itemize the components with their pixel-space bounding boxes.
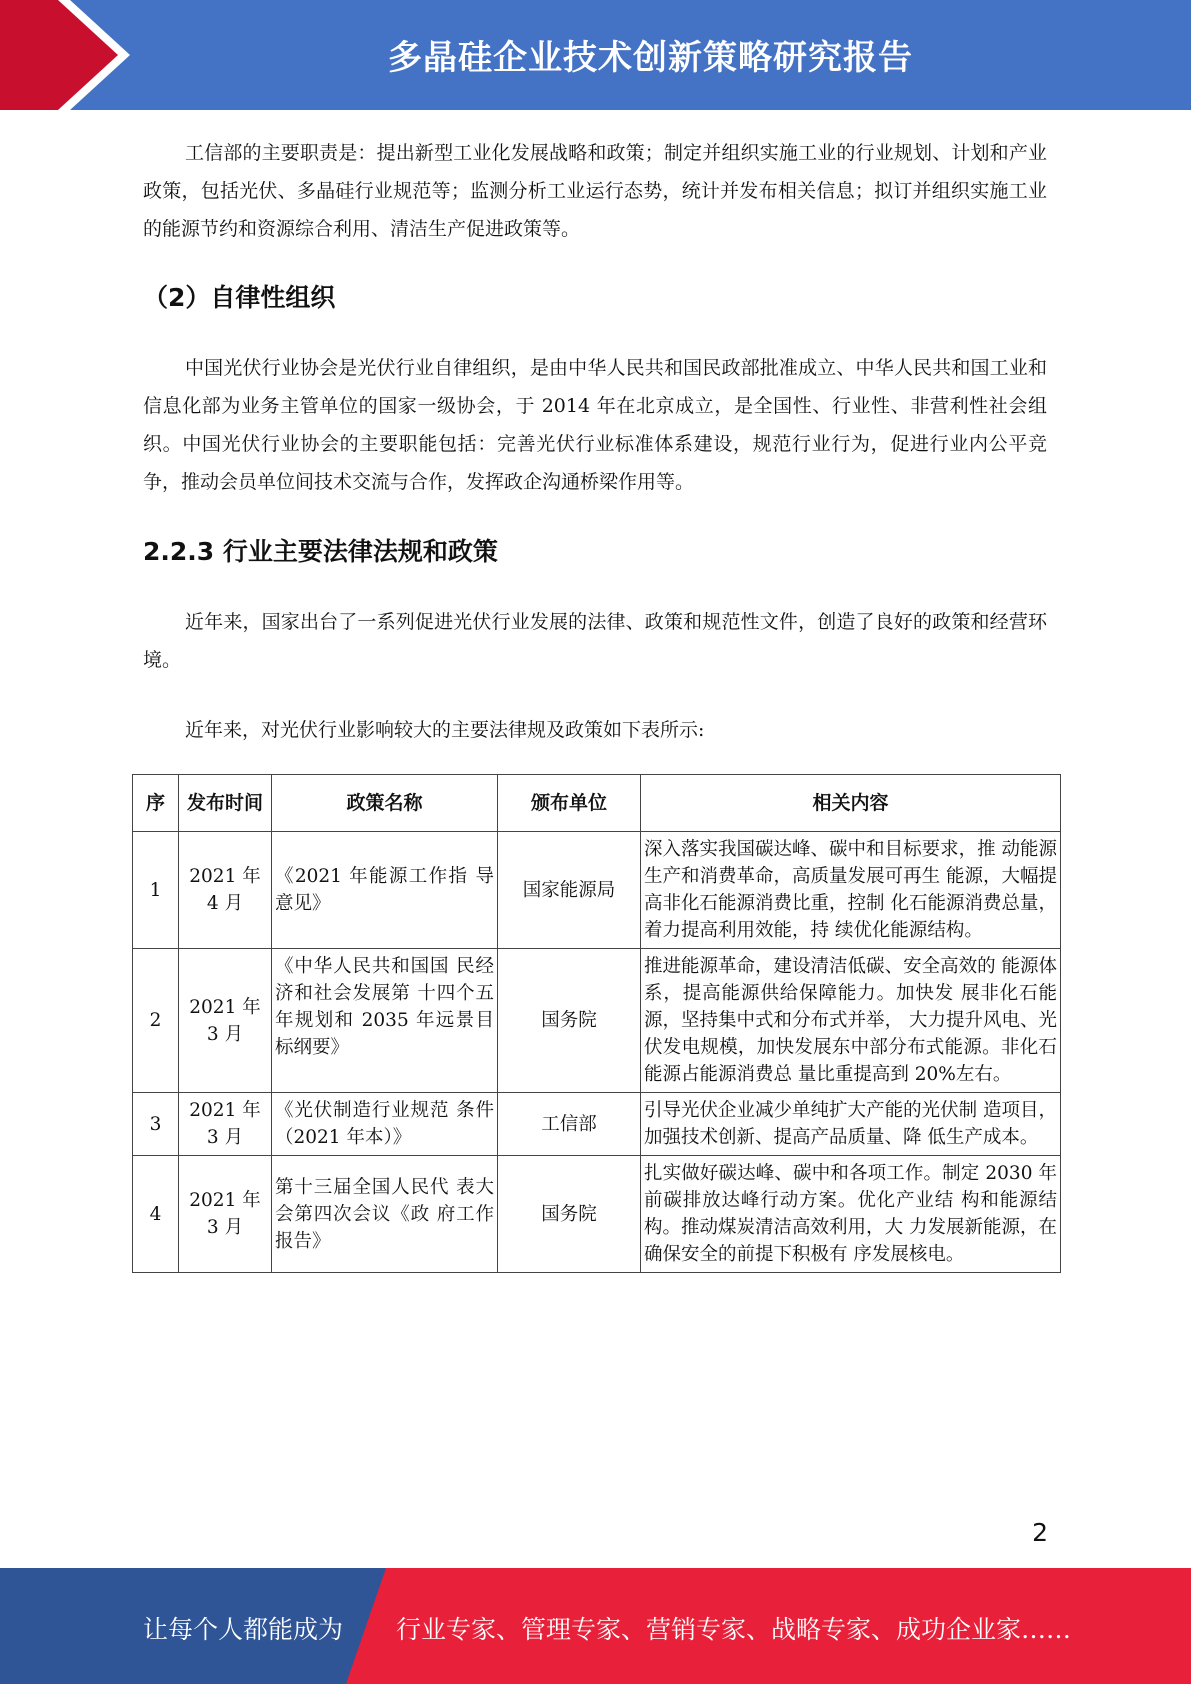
header-policy-name: 政策名称: [272, 775, 498, 832]
cell-content: 扎实做好碳达峰、碳中和各项工作。制定 2030 年前碳排放达峰行动方案。优化产业结 构和能源结构。推动煤炭清洁高效利用，大 力发展新能源，在确保安全的前提下积极有 序发展核电。: [641, 1156, 1061, 1273]
policy-table: [132, 774, 1061, 1273]
table-row: [133, 1093, 1061, 1156]
table-row: [133, 1156, 1061, 1273]
cell-issuer: 国务院: [498, 949, 641, 1093]
page-number: 2: [1032, 1518, 1048, 1547]
section-heading-self-regulatory: （2）自律性组织: [143, 283, 336, 312]
cell-no: 3: [133, 1093, 179, 1156]
report-title: 多晶硅企业技术创新策略研究报告: [388, 38, 913, 78]
cell-content: 引导光伏企业减少单纯扩大产能的光伏制 造项目，加强技术创新、提高产品质量、降 低生产成本。: [641, 1093, 1061, 1156]
header-no: 序: [133, 775, 179, 832]
cell-no: 4: [133, 1156, 179, 1273]
header-date: 发布时间: [179, 775, 272, 832]
cell-issuer: 国务院: [498, 1156, 641, 1273]
paragraph-miit-duties: 工信部的主要职责是：提出新型工业化发展战略和政策；制定并组织实施工业的行业规划、计划和产业政策，包括光伏、多晶硅行业规范等；监测分析工业运行态势，统计并发布相关信息；拟订并组织实施工业的能源节约和资源综合利用、清洁生产促进政策等。: [143, 142, 1047, 240]
page-header: [0, 0, 1191, 110]
cell-issuer: 国家能源局: [498, 832, 641, 949]
table-row: [133, 832, 1061, 949]
header-chevron-decoration: [0, 0, 150, 110]
paragraph-policy-intro: 近年来，国家出台了一系列促进光伏行业发展的法律、政策和规范性文件，创造了良好的政策和经营环境。: [143, 611, 1047, 671]
paragraph-pv-association: 中国光伏行业协会是光伏行业自律组织，是由中华人民共和国民政部批准成立、中华人民共和国工业和信息化部为业务主管单位的国家一级协会，于 2014 年在北京成立，是全国性、行业性、非营利性社会组织。中国光伏行业协会的主要职能包括：完善光伏行业标准体系建设，规范行业行为，促进行业内公平竞争，推动会员单位间技术交流与合作，发挥政企沟通桥梁作用等。: [143, 357, 1047, 493]
cell-issuer: 工信部: [498, 1093, 641, 1156]
cell-content: 推进能源革命，建设清洁低碳、安全高效的 能源体系，提高能源供给保障能力。加快发 展非化石能源，坚持集中式和分布式并举， 大力提升风电、光伏发电规模，加快发展东中部分布式能源。非化石能源占能源消费总 量比重提高到 20%左右。: [641, 949, 1061, 1093]
cell-no: 2: [133, 949, 179, 1093]
cell-date: 2021 年 3 月: [179, 949, 272, 1093]
cell-date: 2021 年 4 月: [179, 832, 272, 949]
table-header-row: [133, 775, 1061, 832]
page-footer: [0, 1568, 1191, 1684]
cell-date: 2021 年 3 月: [179, 1093, 272, 1156]
paragraph-table-intro: 近年来，对光伏行业影响较大的主要法律规及政策如下表所示:: [185, 719, 705, 741]
header-content: 相关内容: [641, 775, 1061, 832]
table-row: [133, 949, 1061, 1093]
cell-date: 2021 年 3 月: [179, 1156, 272, 1273]
cell-policy-name: 第十三届全国人民代 表大会第四次会议《政 府工作报告》: [272, 1156, 498, 1273]
footer-slogan-right: 行业专家、管理专家、营销专家、战略专家、成功企业家……: [396, 1615, 1072, 1644]
cell-policy-name: 《中华人民共和国国 民经济和社会发展第 十四个五年规划和 2035 年远景目标纲要》: [272, 949, 498, 1093]
cell-no: 1: [133, 832, 179, 949]
header-issuer: 颁布单位: [498, 775, 641, 832]
footer-slogan-left: 让每个人都能成为: [143, 1615, 344, 1644]
cell-policy-name: 《光伏制造行业规范 条件（2021 年本）》: [272, 1093, 498, 1156]
cell-content: 深入落实我国碳达峰、碳中和目标要求，推 动能源生产和消费革命，高质量发展可再生 能源，大幅提高非化石能源消费比重，控制 化石能源消费总量，着力提高利用效能，持 续优化能源结构。: [641, 832, 1061, 949]
section-heading-laws-policies: 2.2.3 行业主要法律法规和政策: [143, 537, 498, 566]
cell-policy-name: 《2021 年能源工作指 导意见》: [272, 832, 498, 949]
